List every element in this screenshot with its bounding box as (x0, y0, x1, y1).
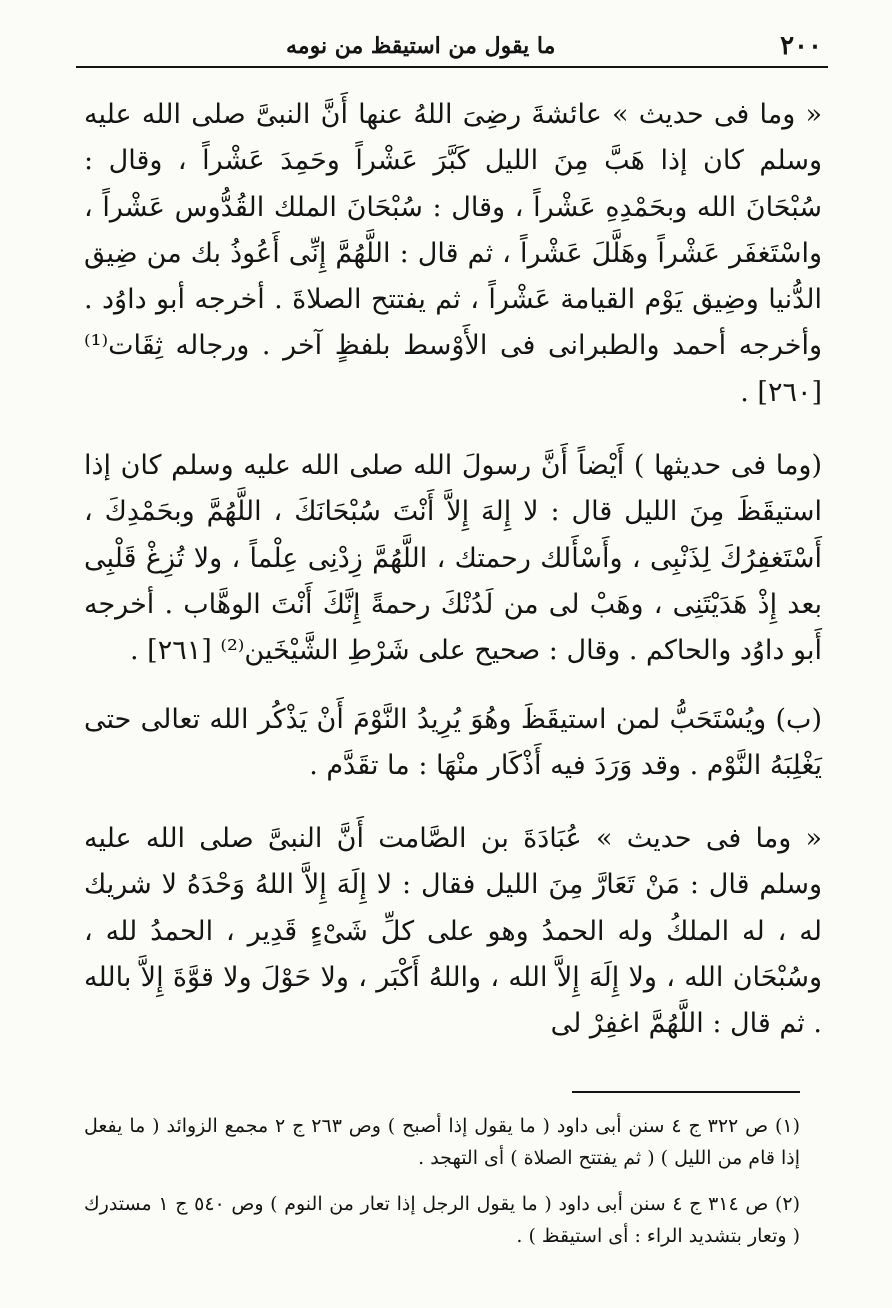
page-number: ٢٠٠ (780, 31, 822, 61)
running-title: ما يقول من استيقظ من نومه (286, 33, 556, 59)
footnotes (84, 1110, 800, 1252)
paragraph-ubada-hadith: « وما فى حديث » عُبَادَةَ بن الصَّامت أَنَّ النبىَّ صلى الله عليه وسلم قال : مَنْ تَعَارَّ مِنَ الليل فقال : لا إِلَهَ إِلاَّ اللهُ وَحْدَهُ لا شريك له ، له الملكُ وله الحمدُ وهو على كلِّ شَىْءٍ قَدِير ، الحمدُ لله ، وسُبْحَان الله ، ولا إِلَهَ إِلاَّ الله ، واللهُ أَكْبَر ، ولا حَوْلَ ولا قوَّةَ إِلاَّ بالله . ثم قال : اللَّهُمَّ اغفِرْ لى (84, 823, 822, 1040)
footnote-1: (١) ص ٣٢٢ ج ٤ سنن أبى داود ( ما يقول إذا أصبح ) وص ٢٦٣ ج ٢ مجمع الزوائد ( ما يفعل إذا قام من الليل ) ( ثم يفتتح الصلاة ) أى التهجد . (84, 1115, 801, 1169)
page-header (86, 24, 822, 64)
paragraph-aisha-hadith: « وما فى حديث » عائشةَ رضِىَ اللهُ عنها أَنَّ النبىَّ صلى الله عليه وسلم كان إذا هَبَّ مِنَ الليل كَبَّرَ عَشْراً وحَمِدَ عَشْراً ، وقال : سُبْحَانَ الله وبحَمْدِهِ عَشْراً ، وقال : سُبْحَانَ الملك القُدُّوس عَشْراً ، واسْتَغفَر عَشْراً وهَلَّلَ عَشْراً ، ثم قال : اللَّهُمَّ إِنِّى أَعُوذُ بك من ضِيق الدُّنيا وضِيق يَوْم القيامة عَشْراً ، ثم يفتتح الصلاةَ . أخرجه أبو داوُد . وأخرجه أحمد والطبرانى فى الأَوْسط بلفظٍ آخر . ورجاله ثِقَات⁽¹⁾ [٢٦٠] . (84, 99, 822, 408)
paragraph-mustahab: (ب) ويُسْتَحَبُّ لمن استيقَظَ وهُوَ يُرِيدُ النَّوْمَ أَنْ يَذْكُر الله تعالى حتى يَغْلِبَهُ النَّوْم . وقد وَرَدَ فيه أَذْكَار منْهَا : ما تقَدَّم . (84, 703, 822, 781)
paragraph-aisha-second-hadith: (وما فى حديثها ) أَيْضاً أَنَّ رسولَ الله صلى الله عليه وسلم كان إذا استيقَظَ مِنَ الليل قال : لا إِلهَ إِلاَّ أَنْتَ سُبْحَانَكَ ، اللَّهُمَّ وبحَمْدِكَ ، أَسْتَغفِرُكَ لِذَنْبِى ، وأَسْأَلك رحمتك ، اللَّهُمَّ زِدْنِى عِلْماً ، ولا تُزِغْ قَلْبِى بعد إِذْ هَدَيْتَنِى ، وهَبْ لى من لَدُنْكَ رحمةً إِنَّكَ أَنْتَ الوهَّاب . أخرجه أَبو داوُد والحاكم . وقال : صحيح على شَرْطِ الشَّيْخَين⁽²⁾ [٢٦١] . (84, 450, 822, 667)
main-text (84, 92, 822, 1048)
footnote-2: (٢) ص ٣١٤ ج ٤ سنن أبى داود ( ما يقول الرجل إذا تعار من النوم ) وص ٥٤٠ ج ١ مستدرك ( وتعار بتشديد الراء : أى استيقظ ) . (84, 1193, 801, 1247)
header-rule (76, 66, 828, 68)
footnote-rule (572, 1091, 800, 1093)
